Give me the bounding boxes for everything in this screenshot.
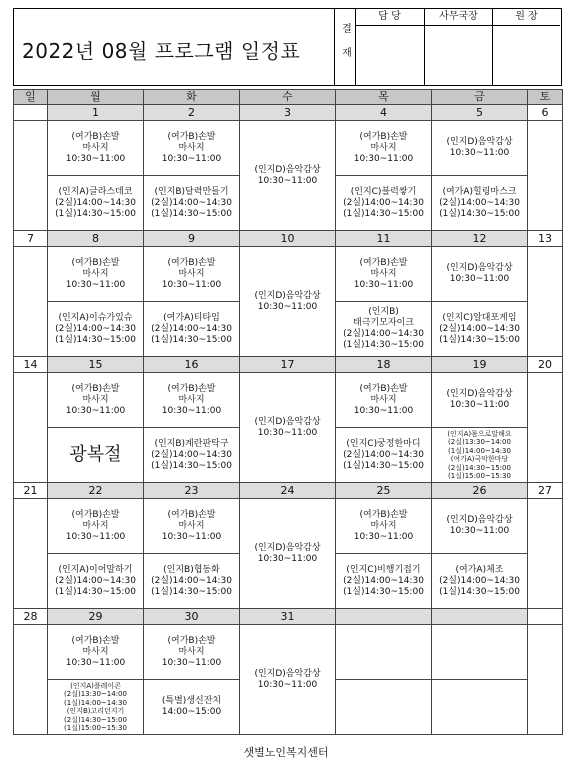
event-cell-thu-morning: (여가B)손발 마사지 10:30~11:00 xyxy=(336,121,432,176)
date-number xyxy=(432,609,528,625)
date-number: 14 xyxy=(14,357,48,373)
event-cell-wed: (인지D)음악감상 10:30~11:00 xyxy=(240,499,336,609)
date-number: 17 xyxy=(240,357,336,373)
event-cell-mon-afternoon: (인지A)이슈가있슈 (2실)14:00~14:30 (1실)14:30~15:00 xyxy=(48,302,144,357)
event-cell-tue-morning: (여가B)손발 마사지 10:30~11:00 xyxy=(144,373,240,428)
saturday-cell xyxy=(528,625,563,735)
event-cell-fri-afternoon xyxy=(432,680,528,735)
event-cell-fri-morning: (인지D)음악감상 10:30~11:00 xyxy=(432,121,528,176)
event-cell-thu-afternoon: (인지C)비행기접기 (2실)14:00~14:30 (1실)14:30~15:00 xyxy=(336,554,432,609)
date-number: 4 xyxy=(336,105,432,121)
event-cell-tue-morning: (여가B)손발 마사지 10:30~11:00 xyxy=(144,121,240,176)
date-number: 18 xyxy=(336,357,432,373)
date-number: 8 xyxy=(48,231,144,247)
event-cell-mon-afternoon: 광복절 xyxy=(48,428,144,483)
weekday-header: 화 xyxy=(144,90,240,105)
date-number: 13 xyxy=(528,231,563,247)
weekday-header: 목 xyxy=(336,90,432,105)
date-number: 2 xyxy=(144,105,240,121)
date-number: 27 xyxy=(528,483,563,499)
event-cell-thu-afternoon xyxy=(336,680,432,735)
date-number: 16 xyxy=(144,357,240,373)
approval-label: 결재 xyxy=(335,9,356,85)
header xyxy=(13,8,562,86)
event-cell-tue-afternoon: (특별)생신잔치 14:00~15:00 xyxy=(144,680,240,735)
event-cell-thu-morning: (여가B)손발 마사지 10:30~11:00 xyxy=(336,499,432,554)
date-number: 29 xyxy=(48,609,144,625)
date-number: 9 xyxy=(144,231,240,247)
date-number: 7 xyxy=(14,231,48,247)
saturday-cell xyxy=(528,373,563,483)
event-cell-wed: (인지D)음악감상 10:30~11:00 xyxy=(240,121,336,231)
approval-box xyxy=(335,8,562,86)
weekday-header-row xyxy=(14,90,563,105)
event-cell-fri-morning xyxy=(432,625,528,680)
date-number: 19 xyxy=(432,357,528,373)
event-cell-mon-morning: (여가B)손발 마사지 10:30~11:00 xyxy=(48,121,144,176)
date-number: 6 xyxy=(528,105,563,121)
event-cell-tue-morning: (여가B)손발 마사지 10:30~11:00 xyxy=(144,499,240,554)
event-cell-thu-morning xyxy=(336,625,432,680)
date-row xyxy=(14,483,563,499)
date-number: 30 xyxy=(144,609,240,625)
calendar-table xyxy=(13,89,563,735)
saturday-cell xyxy=(528,247,563,357)
event-cell-fri-afternoon: (여가A)체조 (2실)14:00~14:30 (1실)14:30~15:00 xyxy=(432,554,528,609)
approver-col-3 xyxy=(493,9,560,85)
date-number: 10 xyxy=(240,231,336,247)
event-cell-mon-morning: (여가B)손발 마사지 10:30~11:00 xyxy=(48,499,144,554)
event-cell-mon-morning: (여가B)손발 마사지 10:30~11:00 xyxy=(48,625,144,680)
event-cell-thu-afternoon: (인지B) 태극기모자이크 (2실)14:00~14:30 (1실)14:30~15:00 xyxy=(336,302,432,357)
date-row xyxy=(14,357,563,373)
event-cell-mon-afternoon: (인지A)글라스데코 (2실)14:00~14:30 (1실)14:30~15:00 xyxy=(48,176,144,231)
sunday-cell xyxy=(14,625,48,735)
event-cell-thu-morning: (여가B)손발 마사지 10:30~11:00 xyxy=(336,373,432,428)
sunday-cell xyxy=(14,499,48,609)
approver-col-1 xyxy=(355,9,425,85)
date-number: 24 xyxy=(240,483,336,499)
title-box xyxy=(13,8,335,86)
date-number: 20 xyxy=(528,357,563,373)
page-title: 2022년 08월 프로그램 일정표 xyxy=(22,39,301,63)
date-number: 26 xyxy=(432,483,528,499)
event-cell-fri-afternoon: (인지A)몸으로말해요 (2실)13:30~14:00 (1실)14:00~14:30 (여가A)국악한마당 (2실)14:30~15:00 (1실)15:00~15:30 xyxy=(432,428,528,483)
event-cell-tue-afternoon: (인지B)달력만들기 (2실)14:00~14:30 (1실)14:30~15:00 xyxy=(144,176,240,231)
event-cell-mon-morning: (여가B)손발 마사지 10:30~11:00 xyxy=(48,247,144,302)
event-cell-wed: (인지D)음악감상 10:30~11:00 xyxy=(240,625,336,735)
saturday-cell xyxy=(528,121,563,231)
event-cell-mon-afternoon: (인지A)플레이콘 (2실)13:30~14:00 (1실)14:00~14:30 (인지B)고리던지기 (2실)14:30~15:00 (1실)15:00~15:30 xyxy=(48,680,144,735)
event-cell-tue-morning: (여가B)손발 마사지 10:30~11:00 xyxy=(144,625,240,680)
event-cell-tue-afternoon: (여가A)티타임 (2실)14:00~14:30 (1실)14:30~15:00 xyxy=(144,302,240,357)
date-number: 22 xyxy=(48,483,144,499)
date-number: 25 xyxy=(336,483,432,499)
date-number xyxy=(14,105,48,121)
event-cell-tue-afternoon: (인지B)협동화 (2실)14:00~14:30 (1실)14:30~15:00 xyxy=(144,554,240,609)
date-row xyxy=(14,231,563,247)
event-cell-fri-afternoon: (인지C)알대포게임 (2실)14:00~14:30 (1실)14:30~15:00 xyxy=(432,302,528,357)
event-cell-tue-afternoon: (인지B)계란판탁구 (2실)14:00~14:30 (1실)14:30~15:00 xyxy=(144,428,240,483)
date-number xyxy=(336,609,432,625)
saturday-cell xyxy=(528,499,563,609)
event-cell-wed: (인지D)음악감상 10:30~11:00 xyxy=(240,247,336,357)
weekday-header: 일 xyxy=(14,90,48,105)
event-cell-thu-morning: (여가B)손발 마사지 10:30~11:00 xyxy=(336,247,432,302)
weekday-header: 토 xyxy=(528,90,563,105)
date-number: 12 xyxy=(432,231,528,247)
event-cell-thu-afternoon: (인지C)블럭쌓기 (2실)14:00~14:30 (1실)14:30~15:00 xyxy=(336,176,432,231)
weekday-header: 금 xyxy=(432,90,528,105)
date-number: 11 xyxy=(336,231,432,247)
approver-heading: 원 장 xyxy=(493,9,560,26)
event-cell-mon-afternoon: (인지A)이어말하기 (2실)14:00~14:30 (1실)14:30~15:00 xyxy=(48,554,144,609)
date-number xyxy=(528,609,563,625)
event-cell-thu-afternoon: (인지C)궁정한마디 (2실)14:00~14:30 (1실)14:30~15:00 xyxy=(336,428,432,483)
event-cell-fri-morning: (인지D)음악감상 10:30~11:00 xyxy=(432,499,528,554)
date-row xyxy=(14,105,563,121)
weekday-header: 수 xyxy=(240,90,336,105)
footer-org-name: 샛별노인복지센터 xyxy=(243,746,329,759)
date-number: 5 xyxy=(432,105,528,121)
sunday-cell xyxy=(14,373,48,483)
approver-col-2 xyxy=(425,9,493,85)
event-cell-fri-afternoon: (여가A)힐링마스크 (2실)14:00~14:30 (1실)14:30~15:00 xyxy=(432,176,528,231)
date-number: 21 xyxy=(14,483,48,499)
event-cell-mon-morning: (여가B)손발 마사지 10:30~11:00 xyxy=(48,373,144,428)
date-number: 1 xyxy=(48,105,144,121)
event-cell-tue-morning: (여가B)손발 마사지 10:30~11:00 xyxy=(144,247,240,302)
event-cell-wed: (인지D)음악감상 10:30~11:00 xyxy=(240,373,336,483)
approver-heading: 사무국장 xyxy=(425,9,492,26)
date-row xyxy=(14,609,563,625)
sunday-cell xyxy=(14,121,48,231)
date-number: 23 xyxy=(144,483,240,499)
event-cell-fri-morning: (인지D)음악감상 10:30~11:00 xyxy=(432,247,528,302)
date-number: 28 xyxy=(14,609,48,625)
approver-heading: 담 당 xyxy=(355,9,424,26)
date-number: 15 xyxy=(48,357,144,373)
weekday-header: 월 xyxy=(48,90,144,105)
event-cell-fri-morning: (인지D)음악감상 10:30~11:00 xyxy=(432,373,528,428)
date-number: 3 xyxy=(240,105,336,121)
date-number: 31 xyxy=(240,609,336,625)
sunday-cell xyxy=(14,247,48,357)
